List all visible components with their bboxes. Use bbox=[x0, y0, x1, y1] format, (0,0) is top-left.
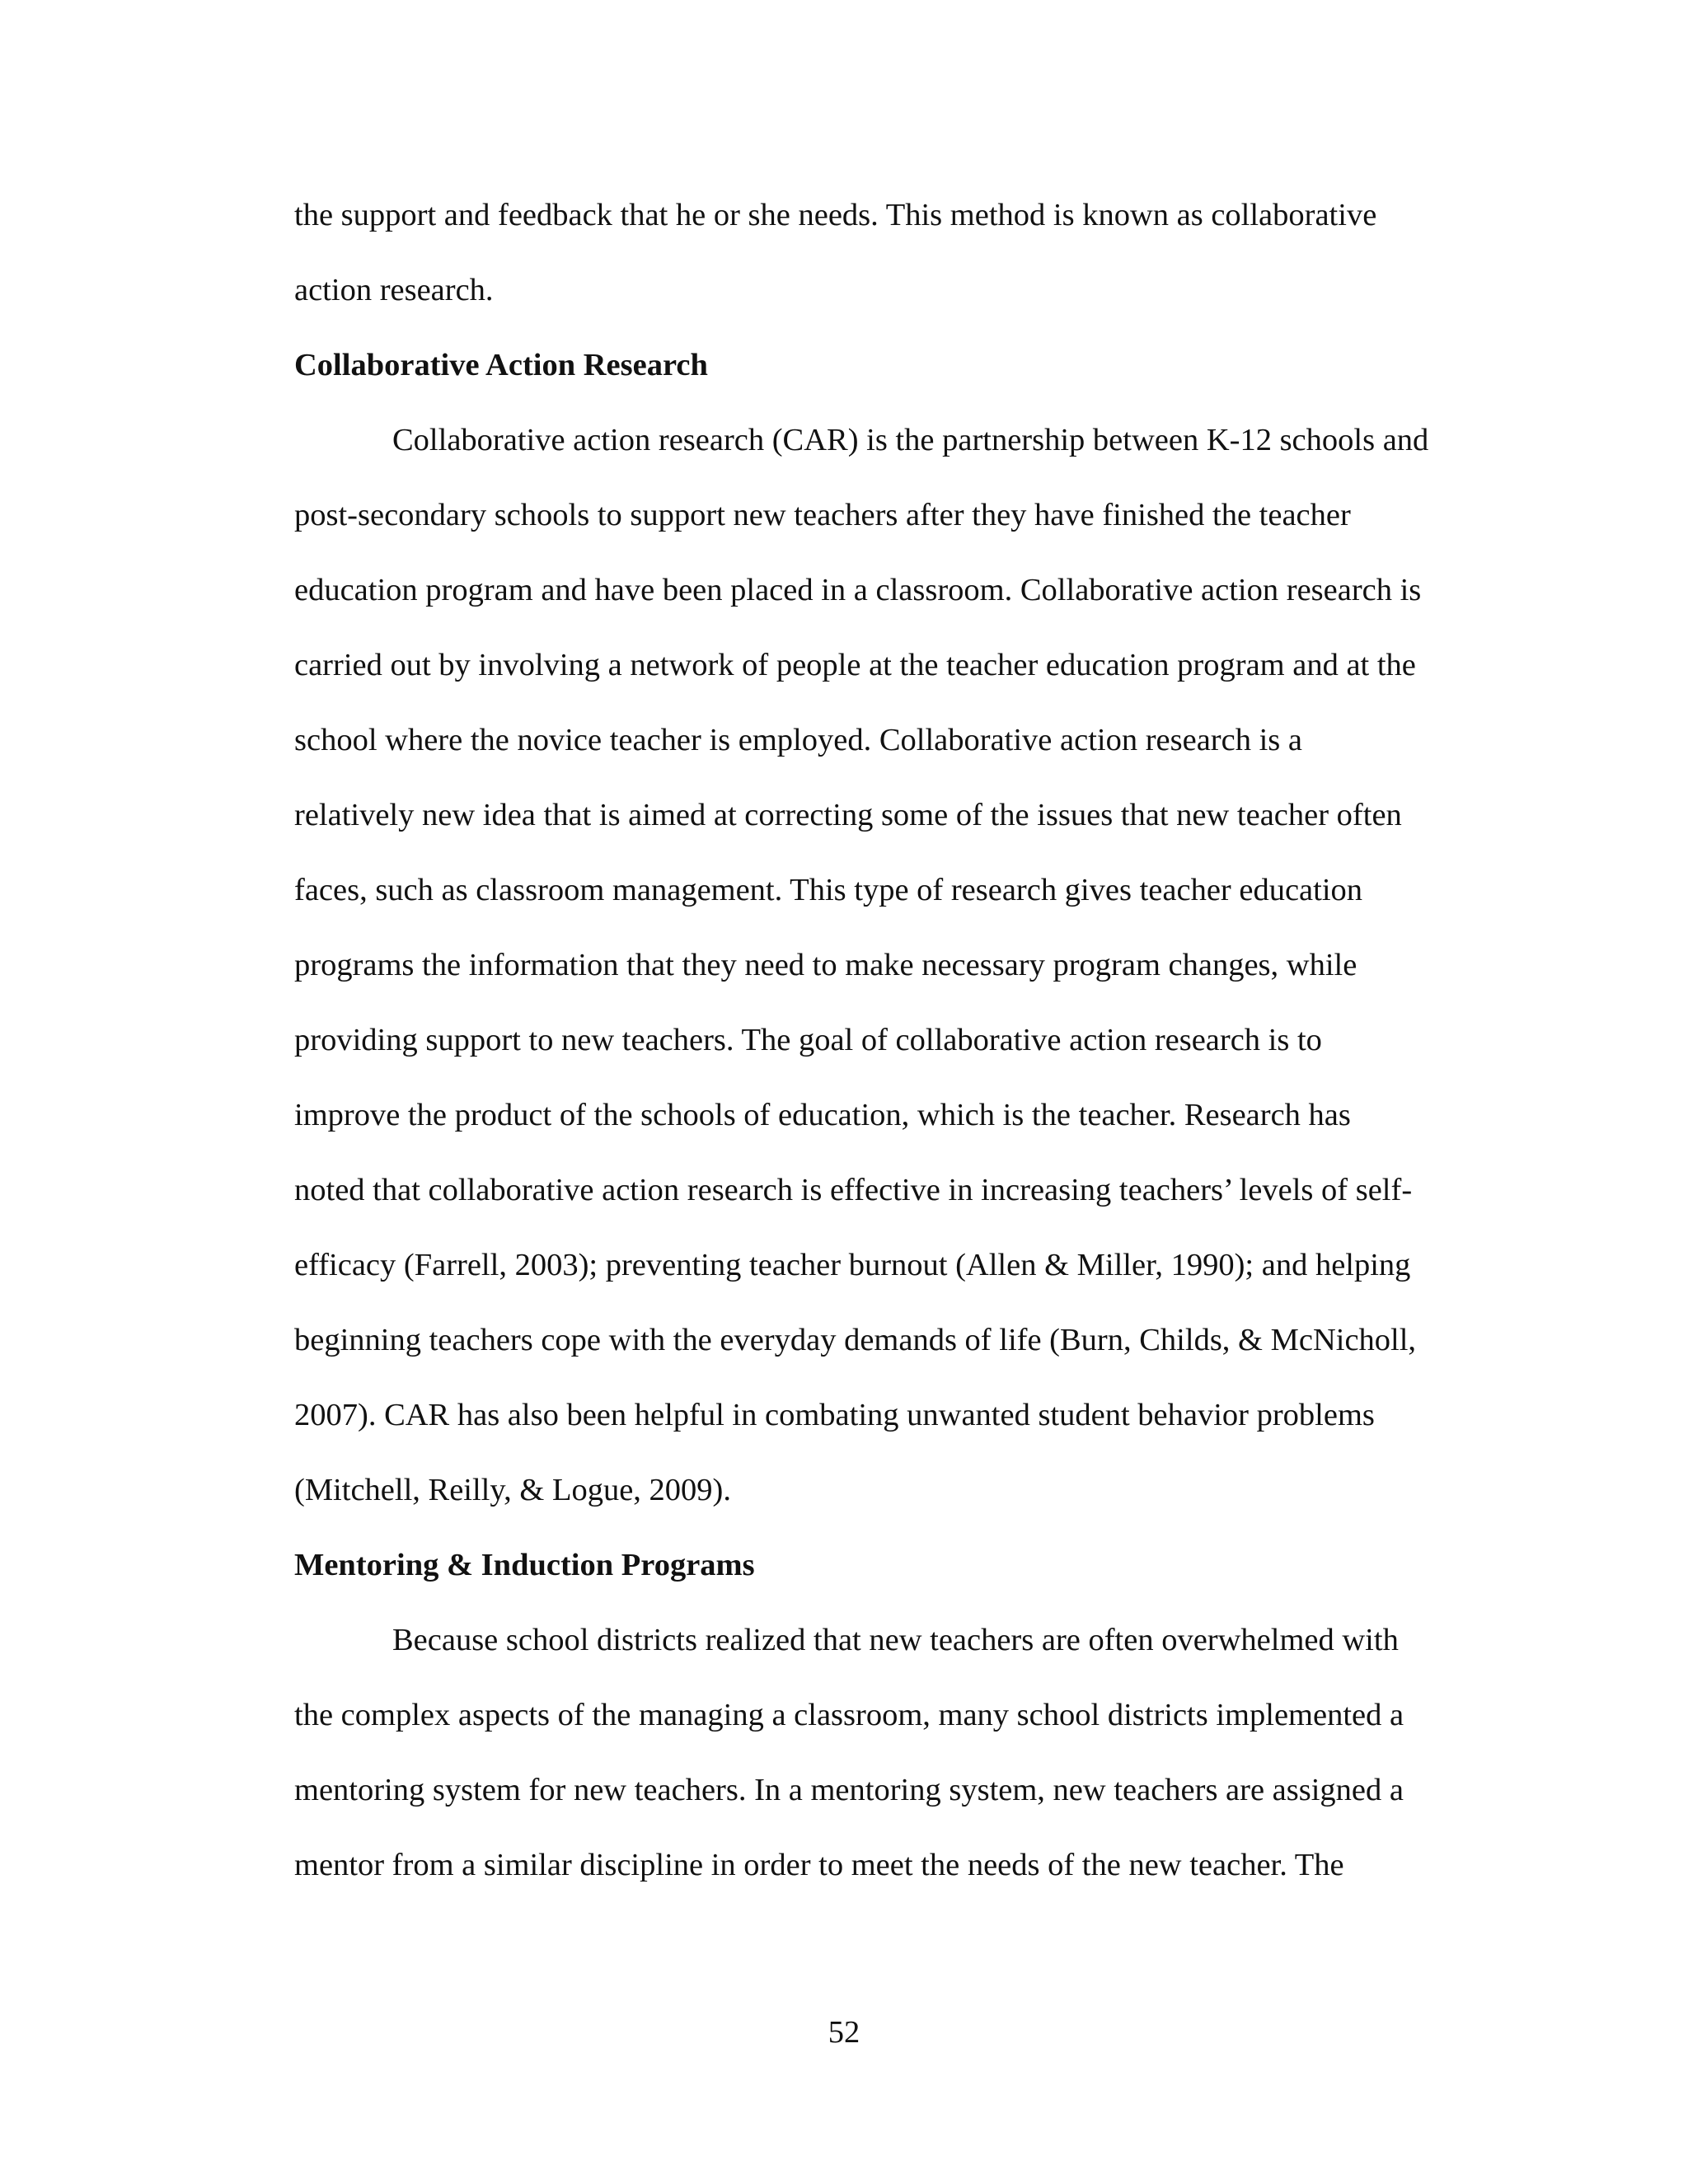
text-line: mentor from a similar discipline in order to meet the needs of the new teacher. The bbox=[294, 1848, 1344, 1882]
text-line: noted that collaborative action research is effective in increasing teachers’ levels of self- bbox=[294, 1173, 1413, 1207]
text-line: relatively new idea that is aimed at correcting some of the issues that new teacher often bbox=[294, 798, 1402, 832]
text-line: efficacy (Farrell, 2003); preventing teacher burnout (Allen & Miller, 1990); and helping bbox=[294, 1248, 1411, 1282]
text-line: post-secondary schools to support new teachers after they have finished the teacher bbox=[294, 498, 1351, 532]
text-line: 2007). CAR has also been helpful in combating unwanted student behavior problems bbox=[294, 1398, 1375, 1432]
text-line: carried out by involving a network of people at the teacher education program and at the bbox=[294, 648, 1416, 682]
text-line: education program and have been placed in a classroom. Collaborative action research is bbox=[294, 573, 1422, 607]
text-line: beginning teachers cope with the everyday demands of life (Burn, Childs, & McNicholl, bbox=[294, 1323, 1417, 1357]
body-text bbox=[294, 188, 1465, 1913]
text-line: school where the novice teacher is employed. Collaborative action research is a bbox=[294, 723, 1302, 757]
section-heading-mentoring-induction: Mentoring & Induction Programs bbox=[294, 1548, 755, 1582]
paragraph-first-line: Because school districts realized that new teachers are often overwhelmed with bbox=[392, 1623, 1399, 1657]
text-line: providing support to new teachers. The goal of collaborative action research is to bbox=[294, 1023, 1322, 1057]
text-line: (Mitchell, Reilly, & Logue, 2009). bbox=[294, 1473, 731, 1507]
text-line: the complex aspects of the managing a classroom, many school districts implemented a bbox=[294, 1698, 1404, 1732]
text-line: mentoring system for new teachers. In a mentoring system, new teachers are assigned a bbox=[294, 1773, 1404, 1807]
text-line: improve the product of the schools of education, which is the teacher. Research has bbox=[294, 1098, 1351, 1132]
paragraph-first-line: Collaborative action research (CAR) is the partnership between K-12 schools and bbox=[392, 423, 1429, 457]
section-heading-collaborative-action-research: Collaborative Action Research bbox=[294, 348, 708, 382]
text-line: action research. bbox=[294, 273, 494, 307]
text-line: faces, such as classroom management. This type of research gives teacher education bbox=[294, 873, 1363, 907]
page-number: 52 bbox=[828, 2015, 860, 2050]
text-line: the support and feedback that he or she needs. This method is known as collaborative bbox=[294, 198, 1377, 232]
text-line: programs the information that they need to make necessary program changes, while bbox=[294, 948, 1357, 982]
